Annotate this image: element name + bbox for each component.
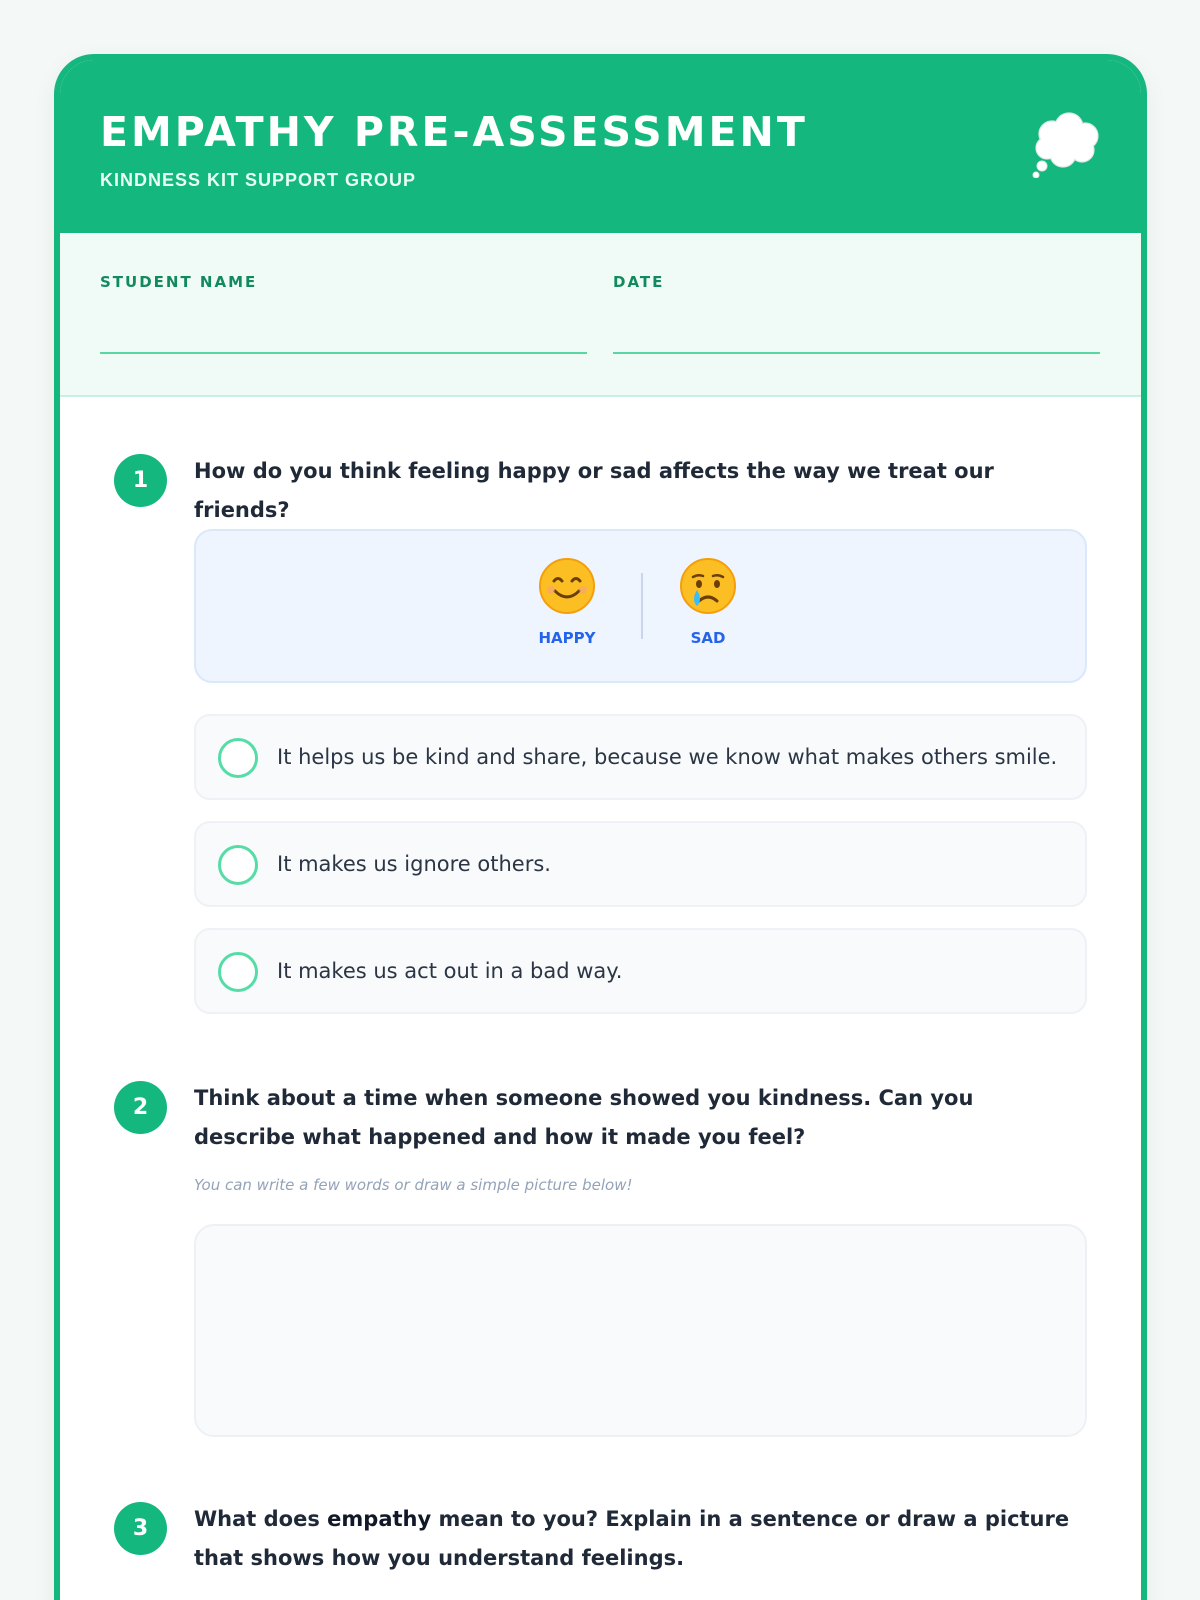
thought-cloud-icon	[1032, 112, 1102, 178]
happy-emoji	[527, 557, 607, 647]
crying-face-icon	[679, 557, 737, 615]
option-2-text: It makes us ignore others.	[277, 852, 551, 876]
question-number-3: 3	[114, 1502, 167, 1555]
option-1-text: It helps us be kind and share, because we know what makes others smile.	[277, 745, 1058, 769]
assessment-card	[54, 54, 1147, 1600]
date-label: DATE	[613, 273, 665, 291]
question-number-1: 1	[114, 454, 167, 507]
student-name-line	[100, 352, 587, 354]
emoji-panel	[194, 529, 1087, 683]
question-3-keyword: empathy	[327, 1507, 432, 1531]
radio-button-1[interactable]	[218, 738, 258, 778]
question-number-2: 2	[114, 1081, 167, 1134]
question-2-hint: You can write a few words or draw a simple picture below!	[194, 1176, 633, 1194]
happy-face-icon	[538, 557, 596, 615]
header	[60, 60, 1141, 233]
radio-button-3[interactable]	[218, 952, 258, 992]
page-subtitle: KINDNESS KIT SUPPORT GROUP	[100, 170, 417, 190]
answer-box[interactable]	[194, 1224, 1087, 1437]
date-field[interactable]	[613, 273, 1100, 291]
question-3-text-end: mean to you? Explain in a sentence or draw a picture that shows how you understand feelings.	[194, 1507, 1070, 1570]
student-name-label: STUDENT NAME	[100, 273, 258, 291]
answer-option-2[interactable]	[194, 821, 1087, 907]
answer-option-1[interactable]	[194, 714, 1087, 800]
happy-label: HAPPY	[538, 629, 596, 647]
student-info-section	[60, 233, 1141, 397]
sad-label: SAD	[690, 629, 726, 647]
page-title: EMPATHY PRE-ASSESSMENT	[100, 108, 808, 156]
student-name-field[interactable]	[100, 273, 587, 291]
question-3-text	[194, 1500, 1074, 1578]
answer-option-3[interactable]	[194, 928, 1087, 1014]
question-2-text: Think about a time when someone showed you kindness. Can you describe what happened and how it made you feel?	[194, 1086, 974, 1149]
date-line	[613, 352, 1100, 354]
option-3-text: It makes us act out in a bad way.	[277, 959, 623, 983]
question-1-text: How do you think feeling happy or sad affects the way we treat our friends?	[194, 459, 994, 522]
emoji-divider	[641, 573, 643, 639]
question-3-text-start: What does	[194, 1507, 328, 1531]
sad-emoji	[668, 557, 748, 647]
radio-button-2[interactable]	[218, 845, 258, 885]
